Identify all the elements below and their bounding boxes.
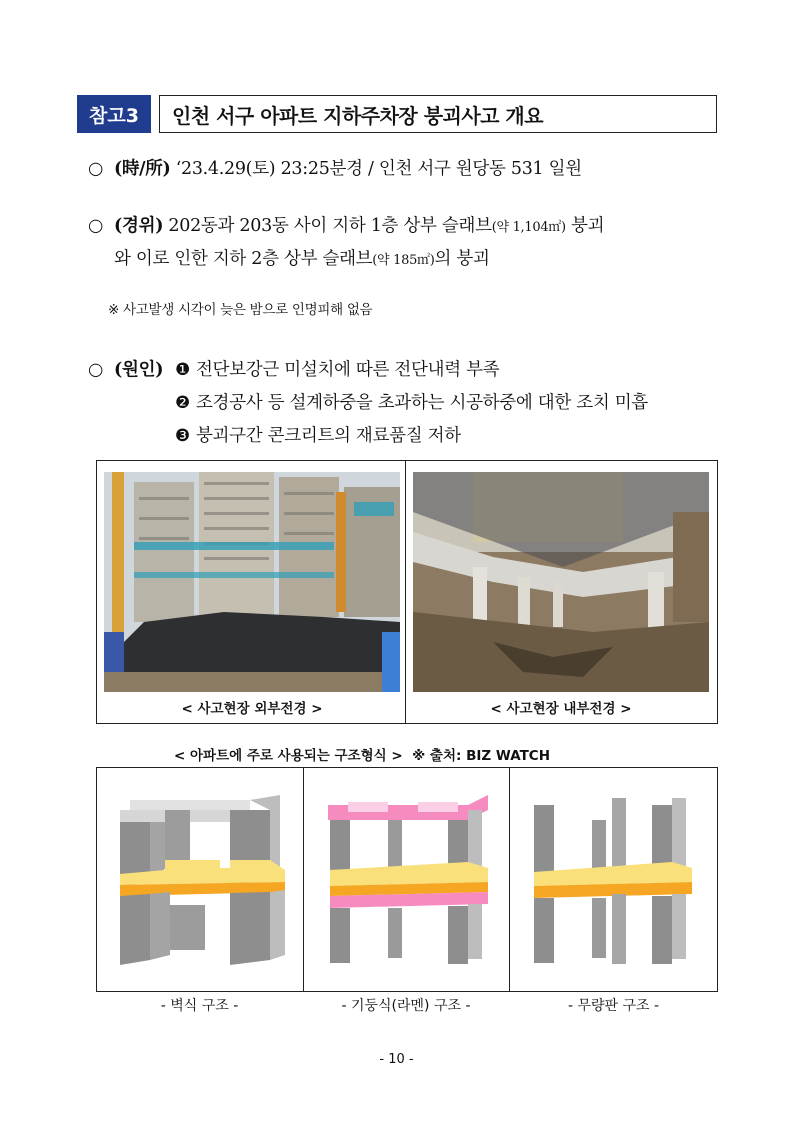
cause-3 [175,422,461,447]
cause-text: 조경공사 등 설계하중을 초과하는 시공하중에 대한 조치 미흡 [195,393,648,413]
bullet-circle: ○ [88,216,103,236]
item-text: 붕괴 [565,216,605,236]
section-title-bar [77,95,717,133]
structure-source: ※ 출처: BIZ WATCH [412,748,551,764]
page-title: 인천 서구 아파트 지하주차장 붕괴사고 개요 [159,95,717,133]
exterior-photo-caption: < 사고현장 외부전경 > [181,701,323,717]
flat-slab-structure-diagram [522,790,702,975]
wall-structure-caption: - 벽식 구조 - [160,998,239,1014]
cause-text: 전단보강근 미설치에 따른 전단내력 부족 [195,360,500,380]
cause-number: ❶ [175,360,190,380]
section-tag: 참고3 [77,95,151,133]
column-structure-diagram [318,790,498,975]
bullet-circle: ○ [88,360,103,380]
exterior-site-photo [104,472,400,692]
cause-number: ❸ [175,426,190,446]
structure-types-heading [174,744,550,764]
item-label: (時/所) [114,159,171,179]
cause-text: 붕괴구간 콘크리트의 재료품질 저하 [195,426,461,446]
item-label: (경위) [114,216,164,236]
item-course-line1 [88,212,604,237]
area-note: (약 1,104㎡) [491,220,566,235]
structure-divider [303,767,304,992]
cause-number: ❷ [175,393,190,413]
item-text: 202동과 203동 사이 지하 1층 상부 슬래브 [163,216,492,236]
cause-1 [175,356,499,381]
structure-divider [509,767,510,992]
structure-types-title: < 아파트에 주로 사용되는 구조형식 > [174,748,403,764]
item-cause-line1 [88,356,163,381]
interior-site-photo [413,472,709,692]
casualty-note: ※ 사고발생 시각이 늦은 밤으로 인명피해 없음 [108,302,373,318]
area-note: (약 185㎡) [372,253,435,268]
item-text: 와 이로 인한 지하 2층 상부 슬래브 [114,249,373,269]
page-number: - 10 - [379,1052,414,1067]
item-when-where [88,155,582,180]
photo-divider [405,460,406,724]
flat-slab-structure-caption: - 무량판 구조 - [567,998,660,1014]
item-label: (원인) [114,360,164,380]
column-structure-caption: - 기둥식(라멘) 구조 - [341,998,471,1014]
wall-structure-diagram [110,790,290,975]
interior-photo-caption: < 사고현장 내부전경 > [490,701,632,717]
item-text: ‘23.4.29(토) 23:25분경 / 인천 서구 원당동 531 일원 [170,159,582,179]
bullet-circle: ○ [88,159,103,179]
cause-2 [175,389,648,414]
item-course-line2 [114,245,490,270]
item-text: 의 붕괴 [434,249,490,269]
